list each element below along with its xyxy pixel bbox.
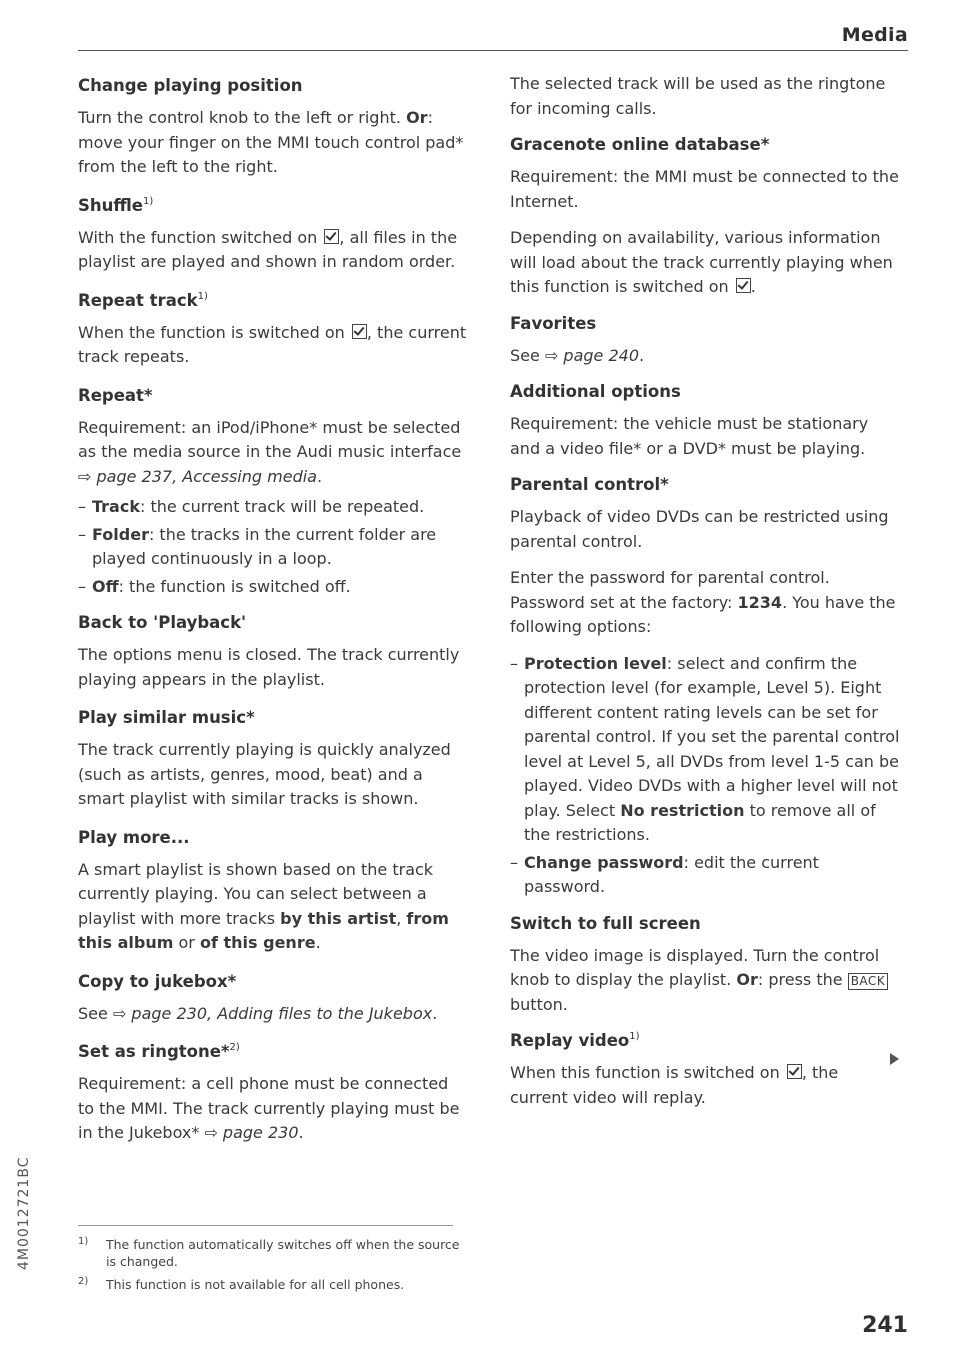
left-column xyxy=(78,72,468,1160)
paragraph-repeat-track: When the function is switched on , the current track repeats. xyxy=(78,322,467,366)
footnote-rule xyxy=(78,1225,453,1226)
page-reference: ⇨ page 230 xyxy=(204,1123,299,1142)
checkbox-checked-icon xyxy=(352,324,367,339)
footnote: 2) This function is not available for all cell phones. xyxy=(78,1276,405,1292)
page-reference: ⇨ page 240 xyxy=(544,345,640,365)
paragraph-gracenote-requirement: Requirement: the MMI must be connected to the Internet. xyxy=(510,167,899,211)
heading-play-similar-music: Play similar music* xyxy=(78,708,255,727)
heading-gracenote: Gracenote online database* xyxy=(510,135,770,154)
page-reference: ⇨ page 230, Adding files to the Jukebox xyxy=(112,1003,433,1023)
heading-switch-to-full-screen: Switch to full screen xyxy=(510,913,701,933)
page-reference: ⇨ page 237, Accessing media xyxy=(78,466,317,486)
checkbox-checked-icon xyxy=(787,1064,802,1079)
page-number: 241 xyxy=(862,1313,908,1338)
document-code: 4M0012721BC xyxy=(16,1156,32,1270)
paragraph-parental-password: Enter the password for parental control. Password set at the factory: 1234. You have the following options: xyxy=(510,568,896,636)
paragraph-additional-options: Requirement: the vehicle must be stationary and a video file* or a DVD* must be playing. xyxy=(510,414,869,458)
footnote: 1) The function automatically switches off when the source is changed. xyxy=(78,1236,460,1269)
list-item: – Off: the function is switched off. xyxy=(78,575,468,600)
paragraph-change-playing-position: Turn the control knob to the left or right. Or: move your finger on the MMI touch control pad* from the left to the right. xyxy=(78,108,464,176)
section-title: Media xyxy=(841,24,908,46)
heading-repeat: Repeat* xyxy=(78,385,153,405)
paragraph-favorites: See ⇨ page 240. xyxy=(510,345,645,365)
back-key-icon: BACK xyxy=(848,973,888,990)
continue-arrow-icon xyxy=(890,1053,899,1065)
heading-parental-control: Parental control* xyxy=(510,475,669,494)
paragraph-shuffle: With the function switched on , all files in the playlist are played and shown in random order. xyxy=(78,227,458,271)
heading-back-to-playback: Back to 'Playback' xyxy=(78,613,247,632)
paragraph-copy-to-jukebox: See ⇨ page 230, Adding files to the Jukebox. xyxy=(78,1003,438,1023)
list-item: – Track: the current track will be repeated. xyxy=(78,495,468,520)
right-column xyxy=(510,72,900,1122)
repeat-options-list xyxy=(78,495,468,599)
heading-play-more: Play more... xyxy=(78,827,190,847)
heading-shuffle: Shuffle$^{1)}$ xyxy=(78,195,154,215)
paragraph-replay-video: When this function is switched on , the current video will replay. xyxy=(510,1063,839,1107)
paragraph-repeat: Requirement: an iPod/iPhone* must be selected as the media source in the Audi music interface ⇨ page 237, Accessing media. xyxy=(78,417,462,486)
paragraph-back-to-playback: The options menu is closed. The track currently playing appears in the playlist. xyxy=(78,645,460,689)
header-rule xyxy=(78,50,908,51)
list-item: – Protection level: select and confirm the protection level (for example, Level 5). Eight different content rating levels can be set for parental control. If you set the parental control level at Level 5, all DVDs from level 1-5 can be played. Video DVDs with a higher level will not play. Select No restriction to remove all of the restrictions. xyxy=(510,652,900,848)
parental-options-list xyxy=(510,652,900,900)
paragraph-set-as-ringtone: Requirement: a cell phone must be connected to the MMI. The track currently playing must be in the Jukebox* ⇨ page 230. xyxy=(78,1074,460,1142)
checkbox-checked-icon xyxy=(736,278,751,293)
list-item: – Change password: edit the current password. xyxy=(510,851,900,900)
paragraph-play-more: A smart playlist is shown based on the track currently playing. You can select between a playlist with more tracks by this artist, from this album or of this genre. xyxy=(78,859,449,952)
paragraph-switch-to-full-screen: The video image is displayed. Turn the control knob to display the playlist. Or: press the BACK button. xyxy=(510,944,900,1018)
heading-copy-to-jukebox: Copy to jukebox* xyxy=(78,971,237,991)
paragraph-play-similar-music: The track currently playing is quickly analyzed (such as artists, genres, mood, beat) and a smart playlist with similar tracks is shown. xyxy=(78,740,451,808)
paragraph-ringtone-continued: The selected track will be used as the ringtone for incoming calls. xyxy=(510,74,886,118)
heading-replay-video: Replay video$^{1)}$ xyxy=(510,1031,640,1050)
heading-additional-options: Additional options xyxy=(510,382,681,401)
heading-repeat-track: Repeat track$^{1)}$ xyxy=(78,290,208,310)
paragraph-gracenote-info: Depending on availability, various information will load about the track currently playing when this function is switched on . xyxy=(510,228,893,296)
paragraph-parental-control: Playback of video DVDs can be restricted using parental control. xyxy=(510,507,889,551)
heading-favorites: Favorites xyxy=(510,313,597,333)
footnotes xyxy=(78,1236,468,1299)
checkbox-checked-icon xyxy=(324,229,339,244)
heading-change-playing-position: Change playing position xyxy=(78,76,303,95)
list-item: – Folder: the tracks in the current folder are played continuously in a loop. xyxy=(78,523,468,572)
heading-set-as-ringtone: Set as ringtone*$^{2)}$ xyxy=(78,1042,240,1061)
